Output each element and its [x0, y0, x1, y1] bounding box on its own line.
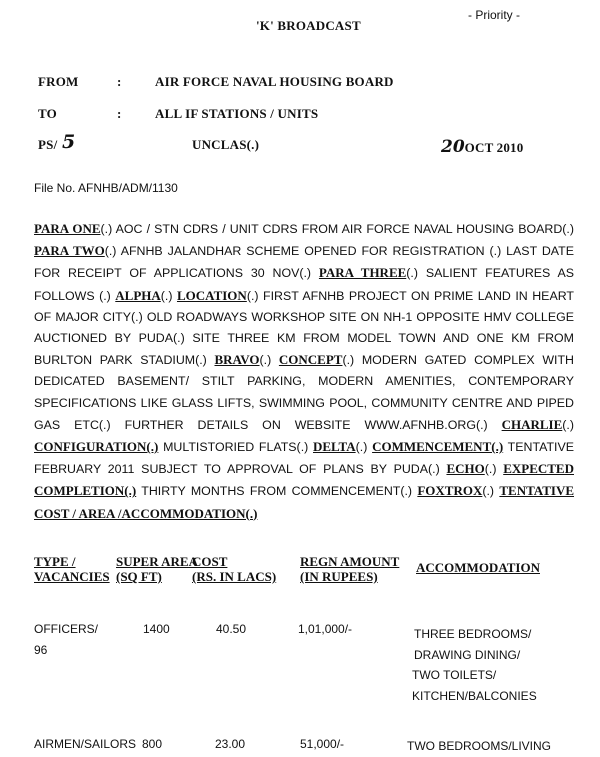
para-heading: PARA TWO [34, 243, 105, 259]
from-label: FROM [38, 74, 79, 89]
para-heading: CHARLIE [501, 416, 563, 432]
para-text: (.) MODERN GATED COMPLEX WITH DEDICATED BASEMENT/ STILT PARKING, MODERN AMENITIES, CONTEMPORARY SPECIFICATIONS LIKE GLASS LIFTS, SWIMMING POOL, COMMUNITY CENTRE AND PIPED GAS ETC(.) FURTHER DETAILS ON WEBSITE WWW.AFNHB.ORG(.) [34, 353, 575, 432]
para-heading: PARA ONE [34, 221, 101, 236]
priority-label: - Priority - [468, 8, 520, 22]
para-text: (.) [160, 288, 177, 303]
message-body [34, 218, 574, 525]
row-cost: 23.00 [215, 737, 246, 751]
header-accommodation: ACCOMMODATION [416, 560, 540, 575]
para-heading: ECHO [446, 461, 485, 477]
para-text: (.) [355, 440, 373, 455]
para-text: (.) [562, 417, 574, 432]
date-month-year: OCT 2010 [464, 140, 524, 155]
row-accommodation: TWO BEDROOMS/LIVING [407, 739, 552, 753]
file-number: File No. AFNHB/ADM/1130 [34, 181, 178, 195]
ps-label: PS/ [38, 137, 58, 152]
para-heading: LOCATION [176, 287, 247, 303]
header-super-area: SUPER AREA (SQ FT) [116, 554, 198, 584]
date-day-handwritten: 20 [441, 137, 465, 157]
para-heading: COMMENCEMENT(.) [372, 439, 504, 455]
row-area: 800 [142, 737, 163, 751]
row-cost: 40.50 [216, 622, 247, 636]
classification: UNCLAS(.) [192, 137, 260, 152]
row-type: AIRMEN/SAILORS [34, 737, 137, 751]
ps-number: 5 [62, 131, 76, 153]
para-heading: PARA THREE [318, 265, 407, 281]
to-colon: : [117, 106, 122, 121]
para-text: (.) AFNHB JALANDHAR SCHEME OPENED FOR REGISTRATION (.) LAST DATE FOR RECEIPT OF APPLICATIONS 30 NOV(.) [34, 244, 574, 281]
to-value: ALL IF STATIONS / UNITS [155, 106, 319, 121]
row-area: 1400 [143, 622, 170, 636]
para-heading: FOXTROX [417, 483, 483, 499]
para-text: MULTISTORIED FLATS(.) [158, 440, 313, 455]
para-text: TENTATIVE FEBRUARY 2011 SUBJECT TO APPROVAL OF PLANS BY PUDA(.) [34, 440, 574, 477]
para-text: (.) FIRST AFNHB PROJECT ON PRIME LAND IN HEART OF MAJOR CITY(.) OLD ROADWAYS WORKSHOP SITE ON NH-1 OPPOSITE HMV COLLEGE AUCTIONED BY PUDA(.) SITE THREE KM FROM MODEL TOWN AND ONE KM FROM BURLTON PARK STADIUM(.) [34, 288, 574, 368]
para-text: (.) [482, 484, 500, 499]
para-heading: BRAVO [214, 352, 260, 368]
para-text: (.) [259, 353, 279, 368]
para-text: (.) [484, 462, 504, 477]
message-date [441, 137, 523, 157]
to-label: TO [38, 106, 57, 121]
para-heading: DELTA [313, 439, 356, 455]
row-vacancies: 96 [34, 643, 48, 657]
para-text: (.) AOC / STN CDRS / UNIT CDRS FROM AIR FORCE NAVAL HOUSING BOARD(.) [100, 222, 574, 236]
para-text: THIRTY MONTHS FROM COMMENCEMENT(.) [136, 484, 418, 499]
para-heading: CONFIGURATION(.) [34, 439, 159, 455]
para-heading: EXPECTED COMPLETION(.) [34, 461, 574, 499]
from-value: AIR FORCE NAVAL HOUSING BOARD [155, 74, 394, 89]
para-text: (.) SALIENT FEATURES AS FOLLOWS (.) [34, 266, 575, 303]
para-heading: CONCEPT [278, 352, 343, 368]
row-regn: 1,01,000/- [298, 622, 353, 636]
header-type: TYPE / VACANCIES [34, 554, 110, 584]
header-regn-amount: REGN AMOUNT (IN RUPEES) [300, 554, 400, 584]
para-heading: ALPHA [115, 287, 161, 303]
para-heading: TENTATIVE COST / AREA /ACCOMMODATION(.) [34, 483, 575, 521]
row-type: OFFICERS/ [34, 622, 99, 636]
header-cost: COST (RS. IN LACS) [192, 554, 277, 584]
document-title: 'K' BROADCAST [256, 18, 361, 33]
from-colon: : [117, 74, 122, 89]
row-regn: 51,000/- [300, 737, 345, 751]
row-accommodation: THREE BEDROOMS/ DRAWING DINING/ TWO TOILETS/ KITCHEN/BALCONIES [412, 627, 537, 703]
